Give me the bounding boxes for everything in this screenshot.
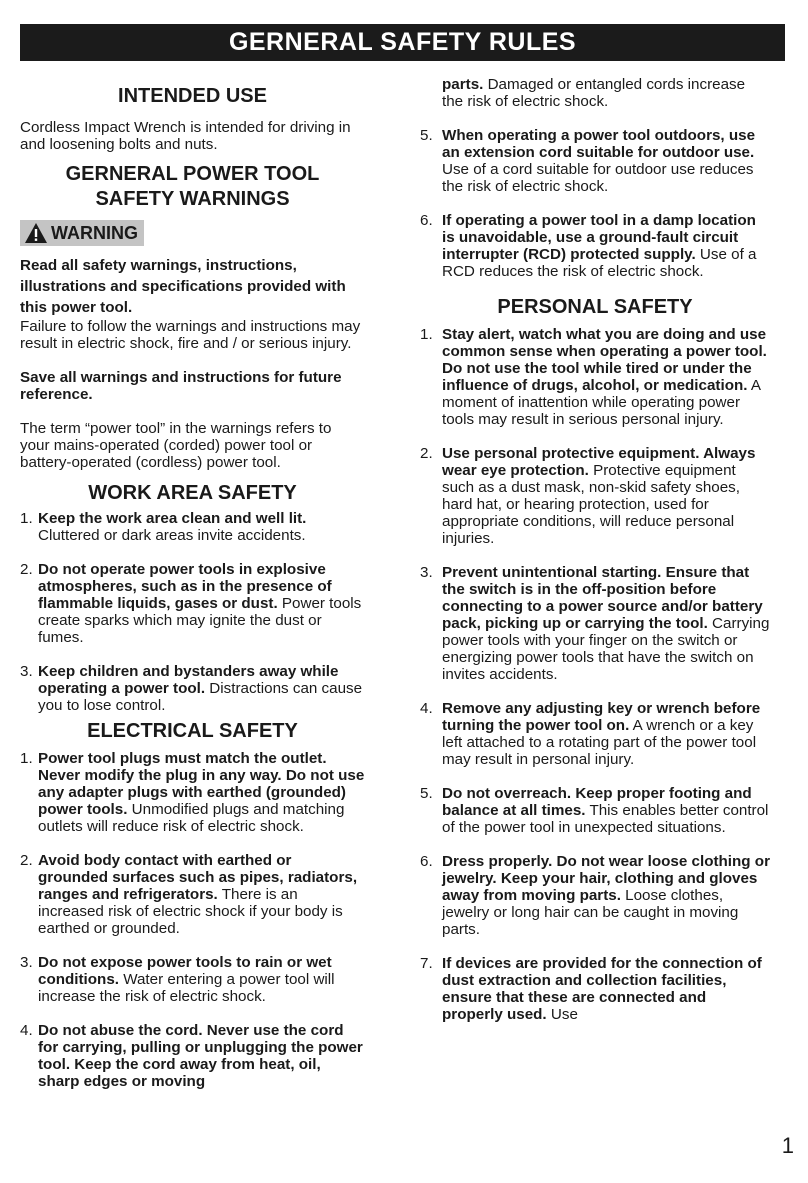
electrical-item-3: 3. Do not expose power tools to rain or wet conditions. Water entering a power tool will increase the risk of electric shock.: [20, 954, 335, 1005]
electrical-item-6: 6. If operating a power tool in a damp location is unavoidable, use a ground-fault circuit interrupter (RCD) protected supply. Use of a RCD reduces the risk of electric shock.: [420, 212, 757, 280]
warning-label: WARNING: [51, 223, 138, 243]
read-all-warnings-text: Read all safety warnings, instructions, illustrations and specifications provided with this power tool.: [20, 257, 346, 316]
failure-warning-text: Failure to follow the warnings and instructions may result in electric shock, fire and / or serious injury.: [20, 318, 361, 352]
work-area-safety-heading: WORK AREA SAFETY: [88, 482, 297, 504]
intended-use-text: Cordless Impact Wrench is intended for driving in and loosening bolts and nuts.: [20, 119, 351, 153]
personal-item-7: 7. If devices are provided for the connection of dust extraction and collection facilities, ensure that these are connected and properly used. Use: [420, 955, 762, 1023]
personal-item-1: 1. Stay alert, watch what you are doing and use common sense when operating a power tool. Do not use the tool while tired or under the influence of drugs, alcohol, or medication. A moment of inattention while operating power tools may result in serious personal injury.: [420, 326, 767, 428]
electrical-item-5: 5. When operating a power tool outdoors, use an extension cord suitable for outdoor use. Use of a cord suitable for outdoor use reduces the risk of electric shock.: [420, 127, 756, 195]
electrical-list: [20, 750, 365, 1090]
personal-safety-heading: PERSONAL SAFETY: [497, 296, 693, 318]
warning-badge: [20, 220, 144, 246]
power-tool-heading-line1: GERNERAL POWER TOOL: [65, 163, 320, 185]
intended-use-heading: INTENDED USE: [118, 85, 267, 107]
warning-triangle-icon: [24, 222, 48, 244]
electrical-list-continued: [420, 127, 770, 280]
power-tool-heading-line2: SAFETY WARNINGS: [95, 188, 290, 210]
left-column: [20, 74, 365, 1090]
page-number: 1: [781, 1133, 794, 1158]
electrical-item-1: 1. Power tool plugs must match the outlet. Never modify the plug in any way. Do not use any adapter plugs with earthed (grounded) power tools. Unmodified plugs and matching outlets will reduce risk of electric shock.: [20, 750, 365, 835]
right-column: [420, 76, 770, 1023]
power-tool-term-text: The term “power tool” in the warnings refers to your mains-operated (corded) power tool or battery-operated (cordless) power tool.: [20, 420, 332, 471]
electrical-item-4-continued: parts. Damaged or entangled cords increase the risk of electric shock.: [442, 76, 746, 110]
electrical-item-4: 4. Do not abuse the cord. Never use the cord for carrying, pulling or unplugging the power tool. Keep the cord away from heat, oil, sharp edges or moving: [20, 1022, 363, 1090]
electrical-safety-heading: ELECTRICAL SAFETY: [87, 720, 298, 742]
personal-item-3: 3. Prevent unintentional starting. Ensure that the switch is in the off-position before connecting to a power source and/or battery pack, picking up or carrying the tool. Carrying power tools with your finger on the switch or energizing power tools that have the switch on invites accidents.: [420, 564, 770, 683]
personal-item-6: 6. Dress properly. Do not wear loose clothing or jewelry. Keep your hair, clothing and gloves away from moving parts. Loose clothes, jewelry or long hair can be caught in moving parts.: [420, 853, 770, 938]
work-area-item-1: 1. Keep the work area clean and well lit. Cluttered or dark areas invite accidents.: [20, 510, 307, 544]
save-warnings-text: Save all warnings and instructions for future reference.: [20, 369, 342, 403]
electrical-item-2: 2. Avoid body contact with earthed or grounded surfaces such as pipes, radiators, ranges and refrigerators. There is an increased risk of electric shock if your body is earthed or grounded.: [20, 852, 358, 937]
personal-item-2: 2. Use personal protective equipment. Always wear eye protection. Protective equipment such as a dust mask, non-skid safety shoes, hard hat, or hearing protection, used for appropriate conditions, will reduce personal injuries.: [420, 445, 756, 547]
work-area-item-3: 3. Keep children and bystanders away while operating a power tool. Distractions can cause you to lose control.: [20, 663, 363, 714]
work-area-list: [20, 510, 365, 714]
page-banner-title: GERNERAL SAFETY RULES: [20, 24, 785, 61]
work-area-item-2: 2. Do not operate power tools in explosive atmospheres, such as in the presence of flammable liquids, gases or dust. Power tools create sparks which may ignite the dust or fumes.: [20, 561, 362, 646]
personal-item-5: 5. Do not overreach. Keep proper footing and balance at all times. This enables better control of the power tool in unexpected situations.: [420, 785, 769, 836]
personal-item-4: 4. Remove any adjusting key or wrench before turning the power tool on. A wrench or a key left attached to a rotating part of the power tool may result in personal injury.: [420, 700, 761, 768]
personal-safety-list: [420, 326, 770, 1023]
